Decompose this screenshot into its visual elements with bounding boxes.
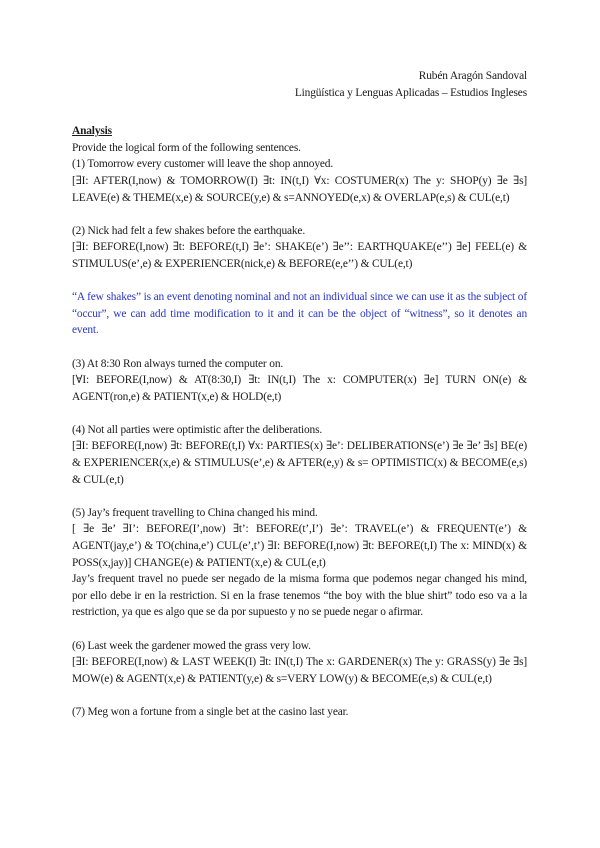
formula-4: [∃I: BEFORE(I,now) ∃t: BEFORE(t,I) ∀x: PARTIES(x) ∃e’: DELIBERATIONS(e’) ∃e ∃e’ ∃s] BE(e) & EXPERIENCER(x,e) & STIMULUS(e’,e) & AFTER(e,y) & s= OPTIMISTIC(x) & BECOME(e,s) & CUL(e,t) <box>72 440 527 486</box>
formula-5: [ ∃e ∃e’ ∃I’: BEFORE(I’,now) ∃t’: BEFORE(t’,I’) ∃e’: TRAVEL(e’) & FREQUENT(e’) & AGENT(jay,e’) & TO(china,e’) CUL(e’,t’) ∃I: BEFORE(I,now) ∃t: BEFORE(t,I) The x: MIND(x) & POSS(x,jay)] CHANGE(e) & PATIENT(x,e) & CUL(e,t) <box>72 523 527 569</box>
formula-1: [∃I: AFTER(I,now) & TOMORROW(I) ∃t: IN(t,I) ∀x: COSTUMER(x) The y: SHOP(y) ∃e ∃s] LEAVE(e) & THEME(x,e) & SOURCE(y,e) & s=ANNOYED(e,x) & OVERLAP(e,s) & CUL(e,t) <box>72 174 527 204</box>
question-1: (1) Tomorrow every customer will leave the shop annoyed. <box>72 158 334 171</box>
question-3: (3) At 8:30 Ron always turned the computer on. <box>72 357 284 370</box>
note-5: Jay’s frequent travel no puede ser negado de la misma forma que podemos negar changed his mind, por ello debe ir en la restriction. Si en la frase tenemos “the boy with the blue shirt” todo eso va a la restriction, ya que es algo que se da por supuesto y no se puede negar o afirmar. <box>72 573 527 619</box>
analysis-section <box>72 123 527 720</box>
author-name: Rubén Aragón Sandoval <box>418 70 527 82</box>
document-header <box>72 68 527 101</box>
note-2: “A few shakes” is an event denoting nominal and not an individual since we can use it as the subject of “occur”, we can add time modification to it and it can be the object of “witness”, so it denotes an event. <box>72 291 527 337</box>
section-title: Analysis <box>72 125 112 138</box>
section-intro: Provide the logical form of the following sentences. <box>72 141 301 154</box>
document-page <box>72 68 527 721</box>
question-7: (7) Meg won a fortune from a single bet at the casino last year. <box>72 705 349 718</box>
question-5: (5) Jay’s frequent travelling to China changed his mind. <box>72 506 318 519</box>
formula-2: [∃I: BEFORE(I,now) ∃t: BEFORE(t,I) ∃e’: SHAKE(e’) ∃e’’: EARTHQUAKE(e’’) ∃e] FEEL(e) & STIMULUS(e’,e) & EXPERIENCER(nick,e) & BEFORE(e,e’’) & CUL(e,t) <box>72 241 527 270</box>
formula-3: [∀I: BEFORE(I,now) & AT(8:30,I) ∃t: IN(t,I) The x: COMPUTER(x) ∃e] TURN ON(e) & AGENT(ron,e) & PATIENT(x,e) & HOLD(e,t) <box>72 374 527 403</box>
question-2: (2) Nick had felt a few shakes before the earthquake. <box>72 224 306 237</box>
formula-6: [∃I: BEFORE(I,now) & LAST WEEK(I) ∃t: IN(t,I) The x: GARDENER(x) The y: GRASS(y) ∃e ∃s] MOW(e) & AGENT(x,e) & PATIENT(y,e) & s=VERY LOW(y) & BECOME(e,s) & CUL(e,t) <box>72 656 527 685</box>
question-6: (6) Last week the gardener mowed the grass very low. <box>72 639 311 652</box>
question-4: (4) Not all parties were optimistic after the deliberations. <box>72 423 323 436</box>
program-name: Lingüística y Lenguas Aplicadas – Estudios Ingleses <box>294 86 527 99</box>
